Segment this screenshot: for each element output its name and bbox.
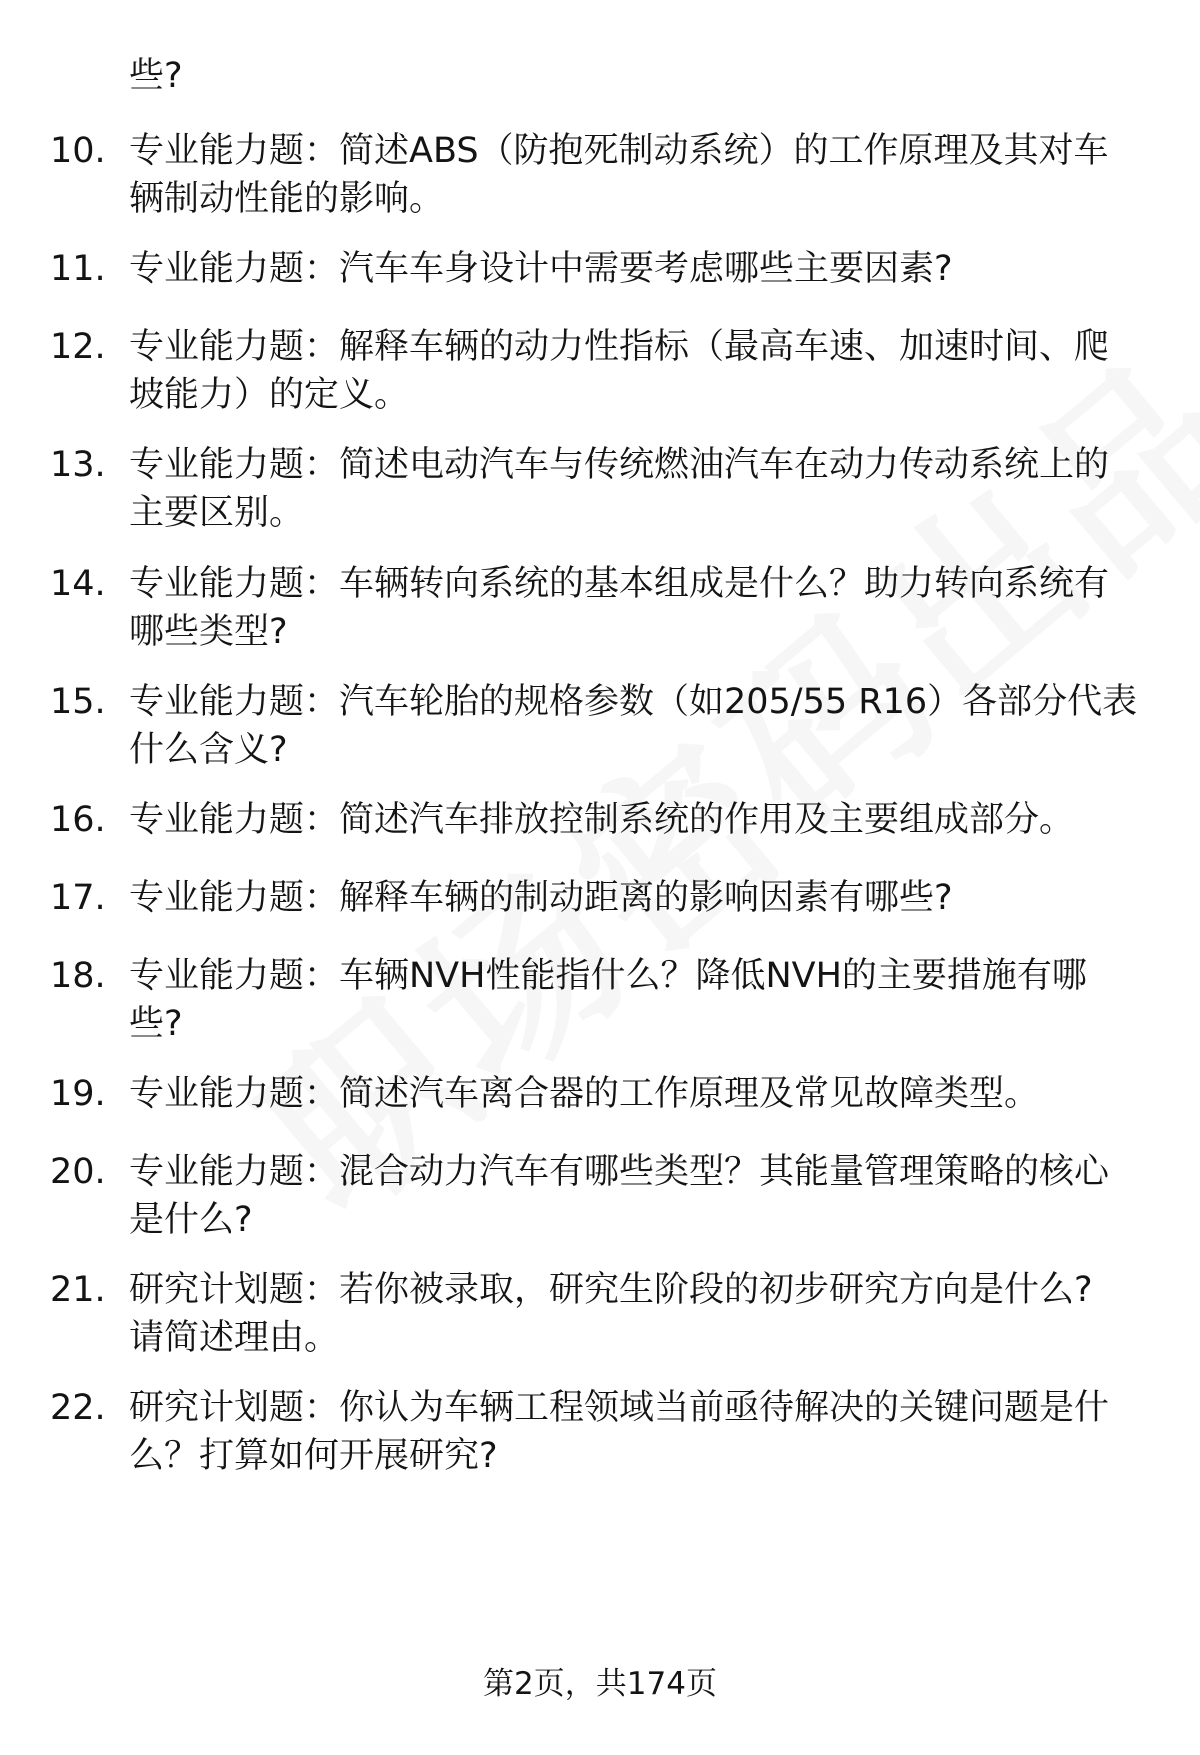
question-text bbox=[129, 1266, 1159, 1362]
question-line: 专业能力题：汽车轮胎的规格参数（如205/55 R16）各部分代表 bbox=[129, 682, 1138, 722]
question-line: 专业能力题：混合动力汽车有哪些类型？其能量管理策略的核心 bbox=[129, 1152, 1110, 1192]
question-number: 20. bbox=[50, 1152, 106, 1192]
question-line: 专业能力题：解释车辆的动力性指标（最高车速、加速时间、爬 bbox=[129, 327, 1110, 367]
question-line: 专业能力题：简述汽车排放控制系统的作用及主要组成部分。 bbox=[129, 800, 1075, 840]
question-line: 坡能力）的定义。 bbox=[129, 375, 410, 415]
question-line: 专业能力题：简述汽车离合器的工作原理及常见故障类型。 bbox=[129, 1074, 1040, 1114]
question-number: 22. bbox=[50, 1388, 106, 1428]
question-line: 哪些类型? bbox=[129, 612, 288, 652]
question-number: 10. bbox=[50, 131, 106, 171]
question-line: 些? bbox=[129, 1004, 183, 1044]
question-number: 21. bbox=[50, 1270, 106, 1310]
question-line: 专业能力题：汽车车身设计中需要考虑哪些主要因素? bbox=[129, 249, 953, 289]
question-line: 么？打算如何开展研究? bbox=[129, 1436, 498, 1476]
question-text bbox=[129, 1148, 1159, 1244]
question-line: 研究计划题：若你被录取，研究生阶段的初步研究方向是什么? bbox=[129, 1270, 1093, 1310]
question-number: 13. bbox=[50, 445, 106, 485]
question-line: 请简述理由。 bbox=[129, 1318, 340, 1358]
question-text bbox=[129, 560, 1159, 656]
question-text bbox=[129, 1070, 1159, 1118]
question-number: 17. bbox=[50, 878, 106, 918]
question-text bbox=[129, 441, 1159, 537]
question-number: 19. bbox=[50, 1074, 106, 1114]
question-line: 研究计划题：你认为车辆工程领域当前亟待解决的关键问题是什 bbox=[129, 1388, 1110, 1428]
question-line: 辆制动性能的影响。 bbox=[129, 179, 445, 219]
question-text bbox=[129, 323, 1159, 419]
question-number: 15. bbox=[50, 682, 106, 722]
question-number: 18. bbox=[50, 956, 106, 996]
question-number: 12. bbox=[50, 327, 106, 367]
question-line: 是什么? bbox=[129, 1200, 253, 1240]
question-text bbox=[129, 678, 1159, 774]
question-text bbox=[129, 874, 1159, 922]
question-number: 14. bbox=[50, 564, 106, 604]
question-line: 专业能力题：解释车辆的制动距离的影响因素有哪些? bbox=[129, 878, 953, 918]
question-text bbox=[129, 1384, 1159, 1480]
question-line: 专业能力题：车辆转向系统的基本组成是什么？助力转向系统有 bbox=[129, 564, 1110, 604]
question-number: 16. bbox=[50, 800, 106, 840]
question-number: 11. bbox=[50, 249, 106, 289]
question-text bbox=[129, 796, 1159, 844]
question-line: 什么含义? bbox=[129, 730, 288, 770]
question-text bbox=[129, 952, 1159, 1048]
page-footer: 第2页，共174页 bbox=[483, 1666, 717, 1702]
question-text bbox=[129, 127, 1159, 223]
question-line: 专业能力题：车辆NVH性能指什么？降低NVH的主要措施有哪 bbox=[129, 956, 1087, 996]
question-line: 专业能力题：简述ABS（防抱死制动系统）的工作原理及其对车 bbox=[129, 131, 1109, 171]
question-line: 专业能力题：简述电动汽车与传统燃油汽车在动力传动系统上的 bbox=[129, 445, 1110, 485]
question-line: 主要区别。 bbox=[129, 493, 305, 533]
continued-text: 些? bbox=[129, 56, 183, 96]
question-text bbox=[129, 245, 1159, 293]
